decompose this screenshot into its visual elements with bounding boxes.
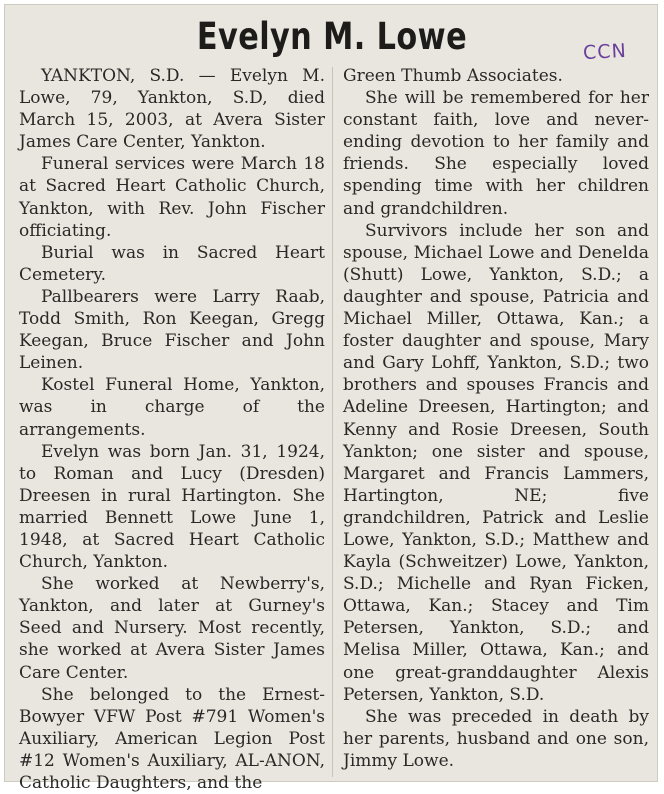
- paragraph: Kostel Funeral Home, Yankton, was in charge of the arrangements.: [19, 375, 325, 440]
- paragraph: Burial was in Sacred Heart Cemetery.: [19, 242, 325, 285]
- paragraph: YANKTON, S.D. — Evelyn M. Lowe, 79, Yankton, S.D, died March 15, 2003, at Avera Sister James Care Center, Yankton.: [19, 66, 325, 153]
- paragraph: She will be remembered for her constant faith, love and never-ending devotion to her family and friends. She especially loved spending time with her children and grandchildren.: [343, 88, 649, 219]
- column-divider: [332, 67, 333, 777]
- newspaper-clipping: [4, 4, 658, 793]
- right-column: [343, 65, 649, 772]
- paragraph: Evelyn was born Jan. 31, 1924, to Roman and Lucy (Dresden) Dreesen in rural Hartington. She married Bennett Lowe June 1, 1948, at Sacred Heart Catholic Church, Yankton.: [19, 441, 325, 573]
- paragraph: Green Thumb Associates.: [343, 66, 563, 86]
- obituary-headline: Evelyn M. Lowe: [196, 15, 468, 58]
- paragraph: Survivors include her son and spouse, Michael Lowe and Denelda (Shutt) Lowe, Yankton, S.D.; a daughter and spouse, Patricia and Michael Miller, Ottawa, Kan.; a foster daughter and spouse, Mary and Gary Lohff, Yankton, S.D.; two brothers and spouses Francis and Adeline Dreesen, Hartington; and Kenny and Rosie Dreesen, South Yankton; one sister and spouse, Margaret and Francis Lammers, Hartington, NE; five grandchildren, Patrick and Leslie Lowe, Yankton, S.D.; Matthew and Kayla (Schweitzer) Lowe, Yankton, S.D.; Michelle and Ryan Ficken, Ottawa, Kan.; Stacey and Tim Petersen, Yankton, S.D.; and Melisa Miller, Ottawa, Kan.; and one great-granddaughter Alexis Petersen, Yankton, S.D.: [343, 220, 649, 705]
- paragraph: She was preceded in death by her parents, husband and one son, Jimmy Lowe.: [343, 706, 649, 771]
- paragraph: Pallbearers were Larry Raab, Todd Smith, Ron Keegan, Gregg Keegan, Bruce Fischer and John Leinen.: [19, 286, 325, 374]
- paragraph: She belonged to the Ernest-Bowyer VFW Post #791 Women's Auxiliary, American Legion Post #12 Women's Auxiliary, AL-ANON, Catholic Daughters, and the: [19, 684, 325, 793]
- handwritten-mark: CCN: [582, 39, 628, 65]
- paragraph: She worked at Newberry's, Yankton, and later at Gurney's Seed and Nursery. Most recently, she worked at Avera Sister James Care Center.: [19, 574, 325, 683]
- paragraph: Funeral services were March 18 at Sacred Heart Catholic Church, Yankton, with Rev. John Fischer officiating.: [19, 154, 325, 241]
- left-column: [19, 65, 325, 794]
